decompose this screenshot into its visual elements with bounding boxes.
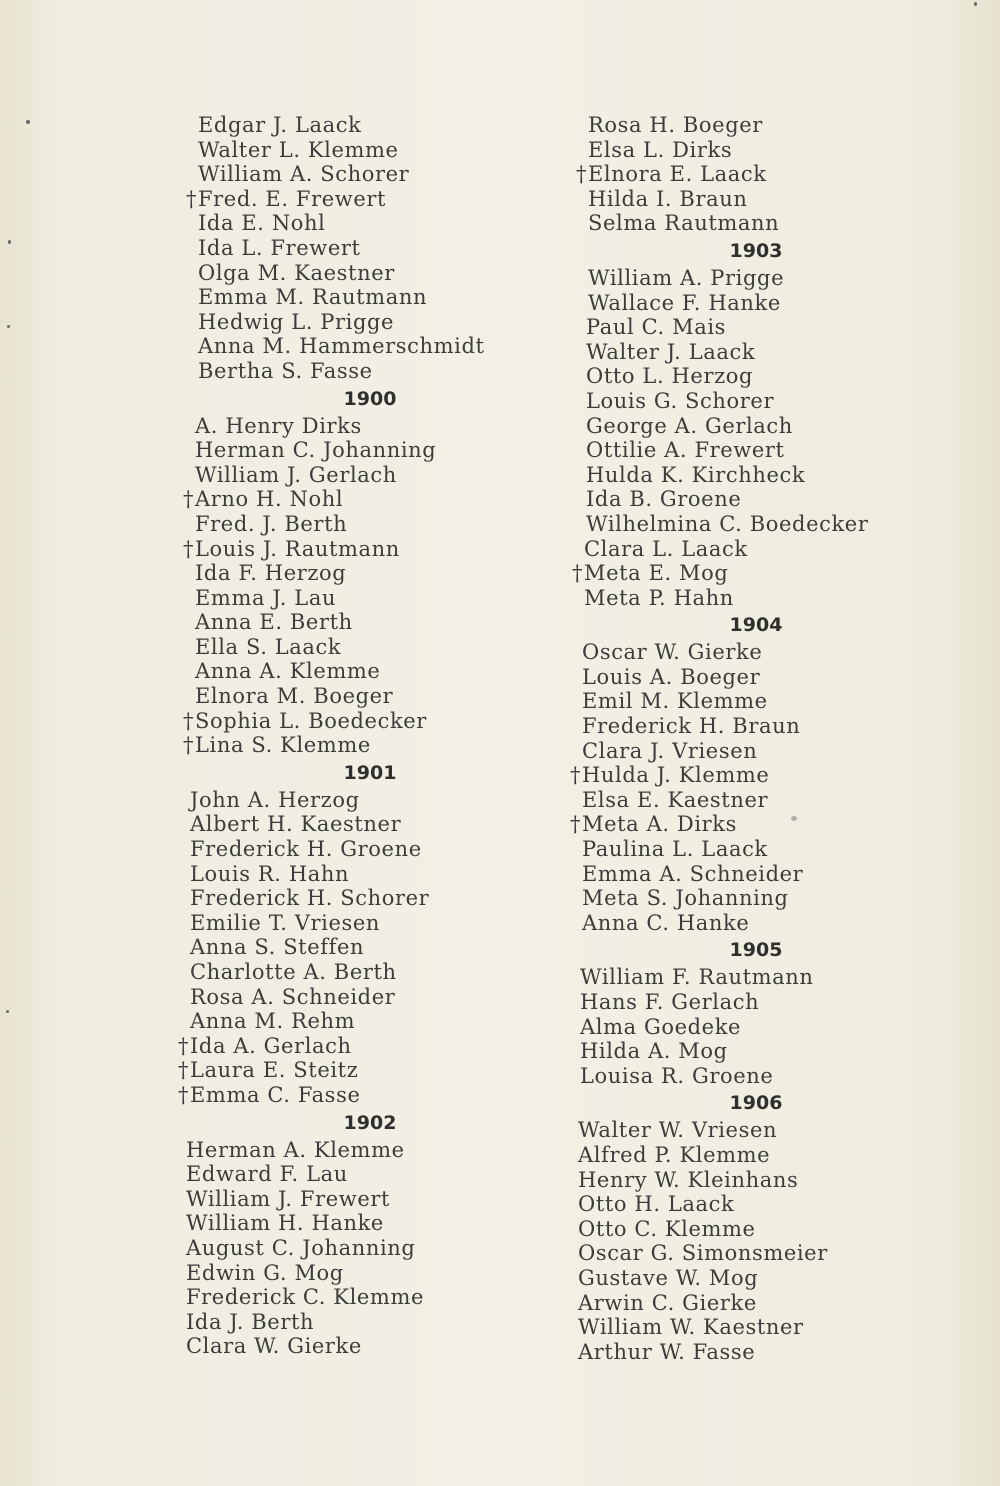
graduate-name-text: Emilie T. Vriesen <box>190 910 381 935</box>
deceased-dagger-icon: † <box>183 487 195 512</box>
graduate-name <box>178 561 518 586</box>
graduate-name <box>568 315 888 340</box>
graduate-name-text: Emma J. Lau <box>195 585 337 610</box>
graduate-name <box>178 733 518 758</box>
graduate-name-text: Louis R. Hahn <box>190 861 350 886</box>
graduate-name <box>568 714 888 739</box>
graduate-name <box>568 1192 888 1217</box>
graduate-name-text: Fred. J. Berth <box>195 511 348 536</box>
graduate-name-text: Clara L. Laack <box>584 536 748 561</box>
graduate-name <box>178 862 518 887</box>
graduate-name-text: Paul C. Mais <box>586 315 727 340</box>
graduate-name <box>178 138 518 163</box>
graduate-name-text: Edgar J. Laack <box>198 113 362 137</box>
graduate-name <box>178 812 518 837</box>
graduate-name-text: Anna S. Steffen <box>190 935 365 960</box>
graduate-name-text: Hulda J. Klemme <box>582 763 770 788</box>
graduate-name <box>568 364 888 389</box>
graduate-name-text: Louisa R. Groene <box>580 1063 774 1088</box>
graduate-name-text: Ida J. Berth <box>186 1309 315 1334</box>
graduate-name-text: Frederick H. Braun <box>582 714 801 739</box>
graduate-name-text: William F. Rautmann <box>580 965 814 990</box>
graduate-name-text: Gustave W. Mog <box>578 1265 759 1290</box>
paper-speck <box>974 2 977 6</box>
year-heading: 1900 <box>343 387 397 410</box>
year-heading: 1906 <box>729 1092 783 1115</box>
graduate-name-text: Bertha S. Fasse <box>198 358 373 383</box>
graduate-name-text: Ida B. Groene <box>586 487 742 512</box>
graduate-name-text: Ida A. Gerlach <box>190 1033 352 1058</box>
graduate-name <box>568 138 888 163</box>
graduate-name-text: William W. Kaestner <box>578 1315 804 1340</box>
graduate-name-text: Elsa E. Kaestner <box>582 787 769 812</box>
graduate-name-text: Frederick C. Klemme <box>186 1285 424 1310</box>
graduate-name-text: George A. Gerlach <box>586 413 793 438</box>
graduate-name <box>178 1211 518 1236</box>
graduate-name-text: John A. Herzog <box>190 787 360 812</box>
graduate-name-text: Elsa L. Dirks <box>588 137 733 162</box>
graduate-name <box>178 1334 518 1359</box>
graduate-name-text: Louis A. Boeger <box>582 664 761 689</box>
graduate-name-text: Henry W. Kleinhans <box>578 1167 799 1192</box>
graduate-name-text: Oscar W. Gierke <box>582 640 763 665</box>
graduate-name-text: William A. Prigge <box>588 265 785 290</box>
graduate-name-text: Herman C. Johanning <box>195 438 437 463</box>
graduate-name-text: Walter W. Vriesen <box>578 1118 778 1143</box>
graduate-name <box>178 261 518 286</box>
year-heading: 1902 <box>343 1111 397 1134</box>
graduate-name-text: Ottilie A. Frewert <box>586 438 785 463</box>
graduate-name-text: Fred. E. Frewert <box>198 186 387 211</box>
graduate-name-text: Edward F. Lau <box>186 1162 348 1187</box>
graduate-name-text: Olga M. Kaestner <box>198 260 395 285</box>
graduate-name <box>178 837 518 862</box>
deceased-dagger-icon: † <box>178 1082 190 1107</box>
deceased-dagger-icon: † <box>570 763 582 788</box>
deceased-dagger-icon: † <box>570 812 582 837</box>
graduate-name-text: Louis G. Schorer <box>586 388 775 413</box>
graduate-name <box>568 187 888 212</box>
graduate-name <box>178 512 518 537</box>
graduate-name <box>178 359 518 384</box>
graduate-name <box>178 684 518 709</box>
graduate-name <box>178 1310 518 1335</box>
graduate-name <box>568 266 888 291</box>
deceased-dagger-icon: † <box>178 1058 190 1083</box>
graduate-name <box>568 162 888 187</box>
deceased-dagger-icon: † <box>186 186 198 211</box>
graduate-name <box>178 537 518 562</box>
graduate-name <box>178 113 518 138</box>
graduate-name-text: Selma Rautmann <box>588 211 780 236</box>
graduate-name <box>568 965 888 990</box>
graduate-name <box>178 1138 518 1163</box>
graduate-name-text: Lina S. Klemme <box>195 733 371 758</box>
graduate-name-text: Herman A. Klemme <box>186 1137 405 1162</box>
graduate-name-text: Frederick H. Groene <box>190 837 422 862</box>
deceased-dagger-icon: † <box>576 162 588 187</box>
graduate-name <box>568 1291 888 1316</box>
graduate-name-text: Hedwig L. Prigge <box>198 309 395 334</box>
graduate-name-text: Ida F. Herzog <box>195 561 347 586</box>
graduate-name-text: Otto H. Laack <box>578 1192 735 1217</box>
graduate-name <box>568 487 888 512</box>
graduate-name <box>568 1118 888 1143</box>
graduate-name <box>568 665 888 690</box>
graduate-name <box>568 862 888 887</box>
paper-speck <box>7 325 10 328</box>
graduate-name-text: Laura E. Steitz <box>190 1058 359 1083</box>
year-heading: 1903 <box>729 239 783 262</box>
graduate-name-text: Meta E. Mog <box>584 561 729 586</box>
graduate-name <box>178 1162 518 1187</box>
graduate-name <box>568 1217 888 1242</box>
graduate-name-text: Wilhelmina C. Boedecker <box>586 511 869 536</box>
graduate-name <box>178 635 518 660</box>
graduate-name <box>178 1034 518 1059</box>
deceased-dagger-icon: † <box>183 536 195 561</box>
graduate-name <box>178 1058 518 1083</box>
graduate-name-text: Meta A. Dirks <box>582 812 737 837</box>
paper-speck <box>6 1010 9 1013</box>
paper-speck <box>26 120 30 124</box>
graduate-name-text: Arthur W. Fasse <box>578 1339 756 1364</box>
graduate-name <box>178 985 518 1010</box>
graduate-name <box>568 389 888 414</box>
graduate-name <box>178 187 518 212</box>
graduate-name-text: Hilda A. Mog <box>580 1039 728 1064</box>
graduate-name <box>178 709 518 734</box>
graduate-name <box>568 512 888 537</box>
graduate-name-text: Otto C. Klemme <box>578 1216 756 1241</box>
graduate-name-text: Elnora E. Laack <box>588 162 767 187</box>
graduate-name-text: Clara W. Gierke <box>186 1334 362 1359</box>
graduate-name <box>178 659 518 684</box>
deceased-dagger-icon: † <box>183 708 195 733</box>
graduate-name <box>568 788 888 813</box>
graduate-name-text: Meta P. Hahn <box>584 585 734 610</box>
graduate-name <box>178 310 518 335</box>
left-column <box>178 113 518 1359</box>
graduate-name-text: Alfred P. Klemme <box>578 1142 771 1167</box>
year-heading: 1901 <box>343 761 397 784</box>
graduate-name <box>178 414 518 439</box>
graduate-name <box>568 1039 888 1064</box>
graduate-name-text: Ella S. Laack <box>195 634 342 659</box>
graduate-name-text: Anna E. Berth <box>195 610 353 635</box>
graduate-name <box>568 689 888 714</box>
graduate-name <box>178 463 518 488</box>
graduate-name-text: William J. Gerlach <box>195 462 397 487</box>
graduate-name-text: Anna M. Rehm <box>190 1009 356 1034</box>
graduate-name-text: Emil M. Klemme <box>582 689 768 714</box>
graduate-name <box>178 935 518 960</box>
graduate-name <box>568 1064 888 1089</box>
graduate-name <box>568 990 888 1015</box>
graduate-name <box>568 886 888 911</box>
graduate-name-text: Charlotte A. Berth <box>190 960 397 984</box>
graduate-name-text: Rosa A. Schneider <box>190 984 396 1009</box>
graduate-name-text: Anna M. Hammerschmidt <box>198 334 485 359</box>
graduate-name-text: Albert H. Kaestner <box>190 812 402 837</box>
year-heading: 1905 <box>729 939 783 962</box>
deceased-dagger-icon: † <box>183 733 195 758</box>
graduate-name-text: Paulina L. Laack <box>582 837 768 862</box>
graduate-name-text: Arwin C. Gierke <box>578 1290 757 1315</box>
graduate-name-text: Louis J. Rautmann <box>195 536 400 561</box>
graduate-name-text: Emma A. Schneider <box>582 861 804 886</box>
graduate-name-text: Sophia L. Boedecker <box>195 708 427 733</box>
graduate-name <box>568 586 888 611</box>
graduate-name-text: Emma M. Rautmann <box>198 285 428 310</box>
graduate-name-text: Emma C. Fasse <box>190 1082 361 1107</box>
graduate-name <box>568 763 888 788</box>
graduate-name <box>568 414 888 439</box>
year-heading: 1904 <box>729 614 783 637</box>
graduate-name-text: William J. Frewert <box>186 1186 391 1211</box>
graduate-name-text: Oscar G. Simonsmeier <box>578 1241 828 1266</box>
graduate-name-text: Walter L. Klemme <box>198 137 399 162</box>
graduate-name-text: Otto L. Herzog <box>586 364 754 389</box>
graduate-name <box>178 1083 518 1108</box>
graduate-name <box>178 610 518 635</box>
graduate-name <box>568 837 888 862</box>
graduate-name <box>178 334 518 359</box>
graduate-name <box>178 285 518 310</box>
graduate-name <box>178 438 518 463</box>
graduate-name <box>178 1261 518 1286</box>
graduate-name <box>568 1266 888 1291</box>
graduate-name <box>178 211 518 236</box>
graduate-name <box>568 1015 888 1040</box>
graduate-name-text: Hans F. Gerlach <box>580 990 760 1014</box>
graduate-name-text: William A. Schorer <box>198 162 410 187</box>
graduate-name-text: Hulda K. Kirchheck <box>586 462 806 487</box>
graduate-name-text: A. Henry Dirks <box>195 413 362 438</box>
graduate-name <box>568 812 888 837</box>
graduate-name-text: Ida E. Nohl <box>198 211 326 236</box>
deceased-dagger-icon: † <box>178 1033 190 1058</box>
graduate-name <box>568 463 888 488</box>
paper-speck <box>8 240 11 244</box>
graduate-name <box>568 438 888 463</box>
graduate-name <box>178 1285 518 1310</box>
graduate-name-text: Anna A. Klemme <box>195 659 381 684</box>
graduate-name <box>568 537 888 562</box>
graduate-name <box>178 1009 518 1034</box>
graduate-name <box>178 236 518 261</box>
graduate-name <box>178 960 518 985</box>
graduate-name <box>178 911 518 936</box>
graduate-name-text: Hilda I. Braun <box>588 186 748 211</box>
graduate-name <box>568 640 888 665</box>
graduate-name-text: Edwin G. Mog <box>186 1260 344 1285</box>
graduate-name-text: Rosa H. Boeger <box>588 113 763 137</box>
graduate-name-text: Frederick H. Schorer <box>190 886 430 911</box>
graduate-name <box>178 788 518 813</box>
right-column <box>568 113 888 1364</box>
graduate-name <box>568 561 888 586</box>
graduate-name-text: Clara J. Vriesen <box>582 738 758 763</box>
graduate-name-text: Arno H. Nohl <box>195 487 344 512</box>
graduate-name-text: Elnora M. Boeger <box>195 684 394 709</box>
graduate-name <box>568 1340 888 1365</box>
graduate-name <box>568 739 888 764</box>
graduate-name <box>568 113 888 138</box>
paper-speck <box>791 816 797 821</box>
graduate-name <box>178 487 518 512</box>
graduate-name <box>568 1143 888 1168</box>
graduate-name-text: Walter J. Laack <box>586 339 756 364</box>
graduate-name <box>568 1168 888 1193</box>
graduate-name <box>568 211 888 236</box>
graduate-name <box>568 291 888 316</box>
graduate-name-text: Wallace F. Hanke <box>588 290 781 315</box>
graduate-name-text: William H. Hanke <box>186 1211 384 1236</box>
graduate-name <box>568 911 888 936</box>
graduate-name <box>178 1236 518 1261</box>
graduate-name-text: Meta S. Johanning <box>582 886 789 911</box>
graduate-name <box>568 1315 888 1340</box>
graduate-name-text: August C. Johanning <box>186 1235 416 1260</box>
graduate-name-text: Ida L. Frewert <box>198 235 361 260</box>
deceased-dagger-icon: † <box>572 561 584 586</box>
graduate-name <box>178 1187 518 1212</box>
graduate-name <box>178 586 518 611</box>
graduate-name <box>568 1241 888 1266</box>
graduate-name-text: Anna C. Hanke <box>582 910 750 935</box>
graduate-name <box>178 162 518 187</box>
graduate-name <box>568 340 888 365</box>
graduate-name <box>178 886 518 911</box>
graduate-name-text: Alma Goedeke <box>580 1014 742 1039</box>
